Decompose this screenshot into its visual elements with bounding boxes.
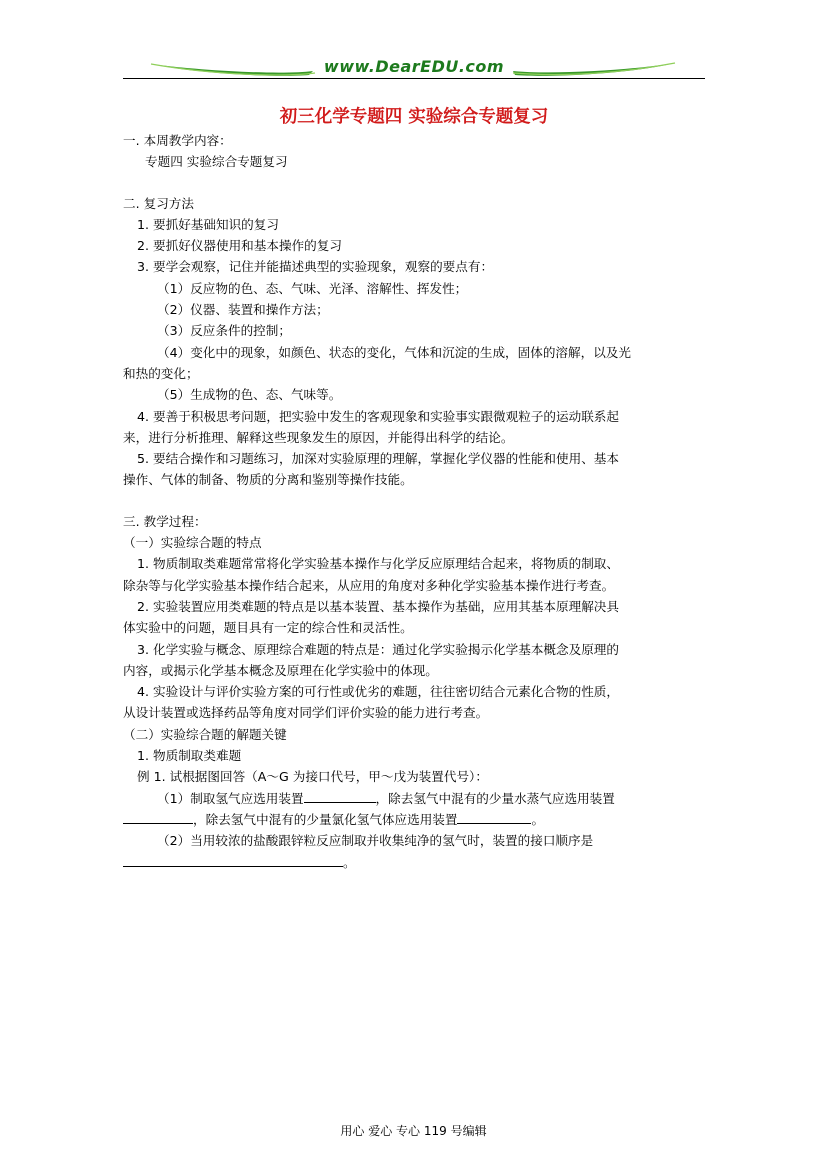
- document-body: [123, 130, 705, 873]
- list-item: 2. 要抓好仪器使用和基本操作的复习: [137, 238, 342, 254]
- question-1-continued: [123, 809, 705, 830]
- section-heading: 三. 教学过程：: [123, 513, 207, 529]
- question-2-continued: [123, 852, 705, 873]
- question-text: 。: [531, 811, 545, 827]
- list-item: 1. 物质制取类难题: [137, 748, 242, 764]
- page-title: 初三化学专题四 实验综合专题复习: [279, 107, 549, 127]
- list-item: 4. 要善于积极思考问题，把实验中发生的客观现象和实验事实跟微观粒子的运动联系起: [137, 408, 619, 424]
- list-item: 3. 化学实验与概念、原理综合难题的特点是：通过化学实验揭示化学基本概念及原理的: [137, 641, 619, 657]
- section-heading: 一. 本周教学内容：: [123, 133, 232, 148]
- page-footer: 用心 爱心 专心 119 号编辑: [340, 1124, 487, 1138]
- question-text: ，除去氢气中混有的少量水蒸气应选用装置: [375, 790, 615, 806]
- list-item-continued: 体实验中的问题，题目具有一定的综合性和灵活性。: [123, 620, 413, 636]
- answer-blank: [304, 788, 376, 803]
- sub-list-item: （4）变化中的现象，如颜色、状态的变化，气体和沉淀的生成，固体的溶解，以及光: [157, 344, 631, 360]
- list-item: 2. 实验装置应用类难题的特点是以基本装置、基本操作为基础，应用其基本原理解决具: [137, 598, 619, 614]
- list-item: 1. 要抓好基础知识的复习: [137, 216, 279, 232]
- text-line: 专题四 实验综合专题复习: [145, 154, 288, 170]
- sub-list-item: （2）仪器、装置和操作方法；: [157, 302, 329, 318]
- sub-list-item-continued: 和热的变化；: [123, 365, 199, 381]
- list-item: 1. 物质制取类难题常常将化学实验基本操作与化学反应原理结合起来，将物质的制取、: [137, 556, 619, 572]
- list-item: 3. 要学会观察，记住并能描述典型的实验现象，观察的要点有：: [137, 259, 494, 275]
- subsection-heading: （一）实验综合题的特点: [123, 535, 262, 551]
- question-2: （2）当用较浓的盐酸跟锌粒反应制取并收集纯净的氢气时，装置的接口顺序是: [157, 833, 594, 849]
- section-heading: 二. 复习方法: [123, 195, 194, 211]
- answer-blank: [457, 809, 531, 824]
- list-item: 4. 实验设计与评价实验方案的可行性或优劣的难题，往往密切结合元素化合物的性质，: [137, 684, 619, 700]
- question-text: 。: [343, 854, 356, 870]
- header-divider: [123, 78, 705, 79]
- sub-list-item: （3）反应条件的控制；: [157, 323, 291, 339]
- example-heading: 例 1. 试根据图回答（A～G 为接口代号，甲～戊为装置代号）：: [137, 769, 488, 785]
- question-text: ，除去氢气中混有的少量氯化氢气体应选用装置: [193, 811, 458, 827]
- question-text: （1）制取氢气应选用装置: [157, 790, 304, 806]
- list-item-continued: 除杂等与化学实验基本操作结合起来，从应用的角度对多种化学实验基本操作进行考查。: [123, 577, 615, 593]
- answer-blank: [123, 809, 193, 824]
- answer-blank: [123, 852, 343, 867]
- subsection-heading: （二）实验综合题的解题关键: [123, 726, 287, 742]
- list-item-continued: 从设计装置或选择药品等角度对同学们评价实验的能力进行考查。: [123, 705, 489, 721]
- list-item-continued: 内容，或揭示化学基本概念及原理在化学实验中的体现。: [123, 662, 438, 678]
- sub-list-item: （5）生成物的色、态、气味等。: [157, 387, 342, 403]
- list-item-continued: 操作、气体的制备、物质的分离和鉴别等操作技能。: [123, 472, 413, 488]
- list-item: 5. 要结合操作和习题练习，加深对实验原理的理解，掌握化学仪器的性能和使用、基本: [137, 451, 619, 467]
- sub-list-item: （1）反应物的色、态、气味、光泽、溶解性、挥发性；: [157, 280, 468, 296]
- site-url: www.DearEDU.com: [323, 57, 505, 76]
- list-item-continued: 来，进行分析推理、解释这些现象发生的原因，并能得出科学的结论。: [123, 429, 514, 445]
- question-1: [123, 788, 705, 809]
